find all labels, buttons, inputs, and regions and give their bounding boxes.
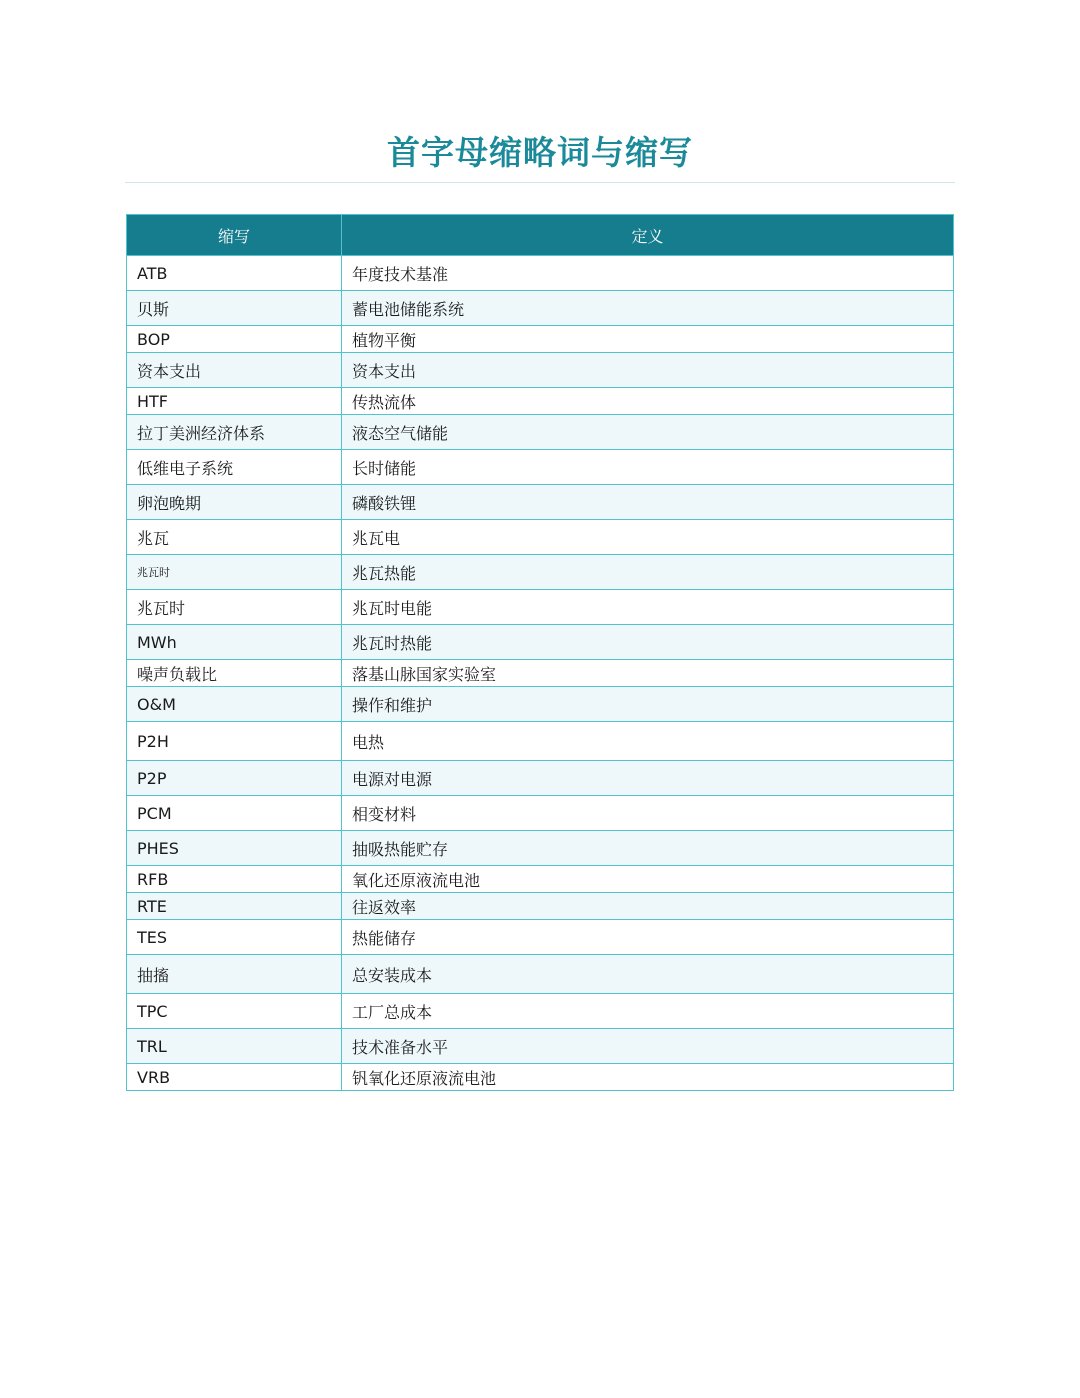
abbreviation-cell: 兆瓦 (127, 520, 342, 555)
table-row (127, 415, 954, 450)
definition-cell: 液态空气储能 (342, 415, 954, 450)
page-title: 首字母缩略词与缩写 (387, 133, 693, 172)
definition-cell: 操作和维护 (342, 687, 954, 722)
abbreviations-table (126, 214, 954, 1091)
abbreviation-cell: 兆瓦时 (127, 555, 342, 590)
abbreviation-cell: PCM (127, 796, 342, 831)
definition-cell: 兆瓦时热能 (342, 625, 954, 660)
definition-cell: 磷酸铁锂 (342, 485, 954, 520)
table-row (127, 866, 954, 893)
table-row (127, 1029, 954, 1064)
abbreviation-cell: 拉丁美洲经济体系 (127, 415, 342, 450)
abbreviation-cell: 卵泡晚期 (127, 485, 342, 520)
definition-cell: 相变材料 (342, 796, 954, 831)
column-header-definition: 定义 (342, 215, 954, 256)
table-row (127, 625, 954, 660)
table-row (127, 761, 954, 796)
abbreviation-cell: 噪声负载比 (127, 660, 342, 687)
abbreviation-cell: 贝斯 (127, 291, 342, 326)
abbreviation-cell: TPC (127, 994, 342, 1029)
abbreviation-cell: PHES (127, 831, 342, 866)
table-row (127, 893, 954, 920)
definition-cell: 技术准备水平 (342, 1029, 954, 1064)
table-row (127, 687, 954, 722)
table-row (127, 796, 954, 831)
abbreviation-cell: MWh (127, 625, 342, 660)
definition-cell: 年度技术基准 (342, 256, 954, 291)
abbreviation-cell: O&M (127, 687, 342, 722)
abbreviation-cell: P2P (127, 761, 342, 796)
definition-cell: 落基山脉国家实验室 (342, 660, 954, 687)
table-row (127, 520, 954, 555)
table-row (127, 326, 954, 353)
table-row (127, 994, 954, 1029)
definition-cell: 兆瓦电 (342, 520, 954, 555)
definition-cell: 钒氧化还原液流电池 (342, 1064, 954, 1091)
definition-cell: 电热 (342, 722, 954, 761)
table-row (127, 660, 954, 687)
table-row (127, 722, 954, 761)
table-row (127, 450, 954, 485)
table-row (127, 955, 954, 994)
table-row (127, 388, 954, 415)
abbreviation-cell: 兆瓦时 (127, 590, 342, 625)
abbreviation-cell: ATB (127, 256, 342, 291)
abbreviation-cell: 低维电子系统 (127, 450, 342, 485)
table-row (127, 353, 954, 388)
table-row (127, 590, 954, 625)
abbreviation-cell: 资本支出 (127, 353, 342, 388)
abbreviation-cell: BOP (127, 326, 342, 353)
abbreviation-cell: TES (127, 920, 342, 955)
definition-cell: 长时储能 (342, 450, 954, 485)
abbreviation-cell: 抽搐 (127, 955, 342, 994)
definition-cell: 植物平衡 (342, 326, 954, 353)
definition-cell: 电源对电源 (342, 761, 954, 796)
definition-cell: 资本支出 (342, 353, 954, 388)
definition-cell: 蓄电池储能系统 (342, 291, 954, 326)
definition-cell: 抽吸热能贮存 (342, 831, 954, 866)
table-row (127, 920, 954, 955)
table-row (127, 291, 954, 326)
definition-cell: 兆瓦热能 (342, 555, 954, 590)
definition-cell: 往返效率 (342, 893, 954, 920)
abbreviation-cell: P2H (127, 722, 342, 761)
table-row (127, 256, 954, 291)
abbreviation-cell: HTF (127, 388, 342, 415)
title-divider (125, 182, 955, 183)
table-row (127, 555, 954, 590)
definition-cell: 兆瓦时电能 (342, 590, 954, 625)
table-row (127, 485, 954, 520)
abbreviation-cell: TRL (127, 1029, 342, 1064)
definition-cell: 氧化还原液流电池 (342, 866, 954, 893)
definition-cell: 热能储存 (342, 920, 954, 955)
table-header-row (127, 215, 954, 256)
definition-cell: 传热流体 (342, 388, 954, 415)
definition-cell: 总安装成本 (342, 955, 954, 994)
abbreviation-cell: RFB (127, 866, 342, 893)
table-row (127, 1064, 954, 1091)
table-row (127, 831, 954, 866)
definition-cell: 工厂总成本 (342, 994, 954, 1029)
column-header-abbreviation: 缩写 (127, 215, 342, 256)
abbreviation-cell: RTE (127, 893, 342, 920)
abbreviation-cell: VRB (127, 1064, 342, 1091)
